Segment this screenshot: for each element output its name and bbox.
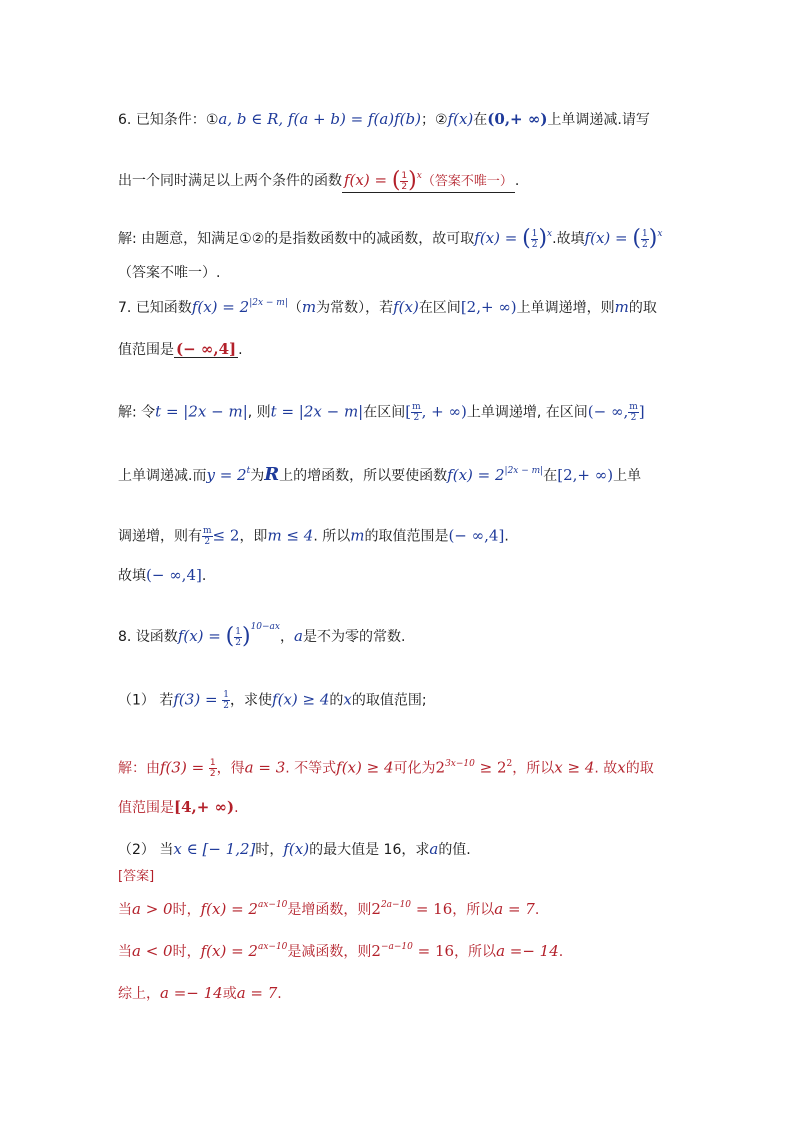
q6-answer-note: （答案不唯一） [421, 174, 513, 189]
q6-sep: ； [421, 112, 435, 128]
q8-sol1-line2 [118, 800, 694, 815]
q7-m-var: m [301, 298, 317, 316]
q7-sol1-frac1 [411, 402, 422, 423]
q7-sol2-interval: [2,+ ∞) [557, 466, 614, 484]
q8-s1-ineq: f(x) ≥ 4 [336, 758, 394, 777]
q6-sol-exp2: x [657, 229, 663, 239]
q8-stem-b: ， [280, 629, 294, 645]
q7-stem-b: （ [287, 300, 302, 316]
q7-sol-line1 [118, 402, 694, 423]
q7-sol3-frac-den: 2 [204, 537, 211, 547]
q7-stem-e: 上单调递增，则 [516, 300, 615, 316]
q8-summary [118, 986, 694, 1001]
q8-p2-c: 的最大值是 16，求 [309, 842, 430, 858]
q8-number: 8. [118, 629, 132, 645]
q7-sol-line2 [118, 466, 694, 484]
q7-sol2-y: y = 2 [206, 466, 247, 484]
q7-fill-end: . [201, 568, 207, 584]
q7-sol3-c: . 所以 [313, 528, 351, 545]
q8-s1-pow-a-exp: 3x−10 [445, 758, 475, 769]
q8-c2-pow: 2 [371, 942, 381, 960]
q7-line2 [118, 342, 694, 358]
q8-c1-d: ，所以 [452, 902, 495, 918]
q8-sum-a: 综上， [118, 986, 160, 1002]
q8-p1-b: ，求使 [230, 692, 273, 709]
q7-stem-a: 已知函数 [135, 300, 192, 316]
q8-part1 [118, 690, 694, 711]
q7-frac1-den: 2 [413, 413, 420, 423]
q8-c2-end: . [558, 944, 564, 960]
q8-c1-cond: a > 0 [132, 900, 173, 918]
q8-s1-pow-b-exp: 2 [506, 758, 513, 769]
q7-interval: [2,+ ∞) [460, 298, 517, 316]
q8-p1-d: 的取值范围; [351, 692, 427, 709]
q6-answer-blank: f(x) = ( $\frac{1}{2}$ )$^x$（答案不唯一） [344, 168, 513, 193]
q7-sol1-b: , 则 [247, 404, 271, 421]
q7-line1 [118, 300, 694, 315]
q7-sol3-end: . [504, 528, 509, 545]
q8-c2-f: f(x) = 2 [200, 942, 258, 960]
q8-p1-ineq: f(x) ≥ 4 [272, 690, 330, 709]
q8-p1-frac-den: 2 [223, 701, 230, 711]
q8-p1-a: 若 [159, 692, 174, 709]
q6-line1 [118, 112, 694, 127]
q8-p1-c: 的 [329, 692, 344, 709]
q8-s1-x: x ≥ 4 [554, 758, 595, 777]
q7-sol-line3 [118, 526, 694, 547]
q7-func: f(x) = 2 [191, 298, 250, 316]
q7-number: 7. [118, 300, 132, 316]
q8-c2-cond: a < 0 [132, 942, 173, 960]
q8-s1-range: [4,+ ∞) [174, 798, 235, 816]
q7-sol2-d: 在 [543, 468, 558, 484]
q6-sol-frac2-den: 2 [641, 239, 648, 250]
q7-sol1-int2-open: (− ∞ [587, 402, 624, 421]
q8-p2-label: （2） [118, 842, 155, 858]
q8-s1-line2: 值范围是 [118, 800, 174, 816]
q8-f3: f(3) = [173, 690, 223, 709]
q7-sol1-int2-close: ] [638, 402, 645, 421]
q7-sol1-d: 上单调递增, 在区间 [466, 404, 588, 421]
q6-solution-fill: 故填 [556, 231, 585, 247]
q8-c1-pow: 2 [371, 900, 381, 918]
q8-c2-res: a =− 14 [496, 942, 559, 960]
q8-part2 [118, 842, 694, 857]
q7-frac1-num: m [412, 402, 421, 412]
q6-answer-lhs: f(x) = [344, 171, 392, 189]
q7-sol2-R: R [264, 464, 280, 485]
q7-sol3-frac [202, 526, 213, 547]
q8-p1-frac-num: 1 [223, 690, 230, 700]
q8-frac-num: 1 [235, 626, 241, 637]
q8-c2-eq: = 16 [412, 942, 455, 960]
q7-m-var2: m [614, 298, 629, 316]
q6-cond2-label: ② [435, 112, 448, 128]
q8-c2-powexp: −a−10 [380, 942, 413, 952]
q8-p1-x: x [343, 690, 352, 709]
q8-c1-c: 是增函数，则 [287, 902, 372, 918]
q6-sol-frac2 [641, 229, 649, 250]
q6-sol-frac1-num: 1 [531, 228, 538, 239]
q7-frac2-num: m [629, 402, 638, 412]
q8-c2-fexp: ax−10 [257, 942, 288, 952]
q8-case2 [118, 944, 694, 959]
q6-number: 6. [118, 112, 132, 128]
q8-s1-a3: a = 3 [244, 758, 286, 777]
q7-sol3-mvar: m [350, 526, 365, 545]
q7-sol3-d: 的取值范围是 [364, 528, 449, 545]
q7-sol2-yexp: t [246, 466, 251, 476]
q7-answer: (− ∞,4] [176, 340, 237, 358]
q8-c1-res: a = 7 [494, 900, 535, 918]
q8-c1-powexp: 2a−10 [380, 900, 412, 910]
q8-s1-xvar: x [617, 758, 626, 777]
q8-s1-f3: f(3) = [160, 758, 209, 777]
q6-sol-frac1-den: 2 [531, 239, 538, 250]
q6-answer-exp: x [416, 171, 422, 181]
q7-sol1-c: 在区间 [363, 404, 406, 421]
q8-s1-pow-a: 2 [435, 758, 446, 777]
q7-sol1-int2-comma: , [623, 402, 629, 421]
q6-sol-exp1: x [547, 229, 553, 239]
q8-s1-a: 解：由 [118, 760, 160, 777]
q7-sol3-a: 调递增，则有 [118, 528, 202, 545]
q8-sum-r2: a = 7 [236, 984, 278, 1002]
q6-line2-end: . [514, 173, 520, 189]
q8-s1-frac-den: 2 [209, 769, 216, 779]
q8-c1-b: 时， [172, 902, 201, 918]
q8-sum-b: 或 [222, 986, 237, 1002]
q8-s1-b: ，得 [216, 760, 245, 777]
q6-sol-f1: f(x) = [474, 229, 523, 247]
q6-answer-frac [400, 171, 408, 192]
q7-line2: 值范围是 [118, 342, 174, 358]
q8-p2-cond: x ∈ [− 1,2] [173, 840, 256, 858]
q8-s1-g: 的取 [625, 760, 654, 777]
q7-sol3-ineq: ≤ 2 [212, 526, 240, 545]
q7-sol1-t: t = |2x − m| [155, 402, 248, 421]
q8-s1-frac [209, 758, 217, 779]
q8-frac-den: 2 [235, 637, 241, 648]
q8-stem-a: 设函数 [135, 629, 178, 645]
q7-sol2-a: 上单调递减.而 [118, 468, 207, 484]
q6-line2 [118, 170, 694, 193]
q8-sum-r1: a =− 14 [160, 984, 223, 1002]
q8-c1-f: f(x) = 2 [200, 900, 258, 918]
q6-cond2-fx: f(x) [447, 110, 474, 128]
q7-sol3-b: ，即 [239, 528, 268, 545]
q6-sol-f2: f(x) = [584, 229, 633, 247]
q7-func-exp: |2x − m| [249, 298, 288, 308]
q8-answer-header: [答案] [118, 869, 155, 884]
q8-sol1-line1 [118, 758, 694, 779]
q8-s1-frac-num: 1 [209, 758, 216, 768]
q6-cond2-text-a: 在 [473, 112, 488, 128]
q6-cond1-math: a, b ∈ R, f(a + b) = f(a)f(b) [218, 110, 421, 128]
q7-fill-a: 故填 [118, 568, 146, 584]
q7-stem-c: 为常数），若 [316, 300, 394, 316]
q8-s1-c: . 不等式 [285, 760, 337, 777]
q7-frac2-den: 2 [630, 413, 637, 423]
q6-solution-prefix: 解: 由题意，知满足①②的是指数函数中的减函数，故可取 [118, 231, 475, 247]
q8-c2-c: 是减函数，则 [287, 944, 372, 960]
q8-c2-b: 时， [172, 944, 201, 960]
q8-s1-end: . [234, 800, 239, 816]
q8-c1-end: . [534, 902, 540, 918]
q6-frac-den: 2 [401, 181, 408, 192]
q8-c2-d: ，所以 [454, 944, 497, 960]
q8-c1-eq: = 16 [411, 900, 453, 918]
q8-p2-a: 当 [159, 842, 174, 858]
q7-sol1-int1-close: , + ∞) [421, 402, 467, 421]
q8-s1-f: . 故 [594, 760, 618, 777]
q7-sol2-c: 上的增函数，所以要使函数 [279, 468, 448, 484]
q7-sol1-a: 解: 令 [118, 404, 156, 421]
q7-line2-end: . [238, 342, 243, 358]
q7-sol3-m: m ≤ 4 [267, 526, 314, 545]
q8-p2-a-var: a [429, 840, 439, 858]
q6-solution: 解: 由题意，知满足①②的是指数函数中的减函数，故可取f(x) = ( $\frac{1}{2}$ )$^x$.故填f(x) = ( $\frac{1}{2}$ )$^x$ [118, 226, 663, 251]
q7-sol2-e: 上单 [613, 468, 642, 484]
q8-p2-d: 的值. [438, 842, 471, 858]
q7-stem-f: 的取 [628, 300, 657, 316]
q8-sum-end: . [277, 986, 282, 1002]
q6-cond2-interval: (0,+ ∞) [487, 110, 548, 128]
q7-stem-d: 在区间 [418, 300, 461, 316]
q7-sol2-func-exp: |2x − m| [504, 466, 544, 476]
q8-c2-a: 当 [118, 944, 132, 960]
q8-s1-ge: ≥ 2 [474, 758, 507, 777]
q8-f-lhs: f(x) = [177, 627, 226, 645]
q8-c1-a: 当 [118, 902, 132, 918]
q7-sol1-int1-open: [ [405, 402, 412, 421]
q8-s1-d: 可化为 [393, 760, 436, 777]
q8-c1-fexp: ax−10 [257, 900, 288, 910]
q6-sol-frac2-num: 1 [641, 228, 648, 239]
q6-cond2-text-b: 上单调递减.请写 [547, 112, 650, 128]
q7-sol2-func: f(x) = 2 [447, 466, 505, 484]
q7-sol3-frac-num: m [203, 526, 212, 536]
q6-frac-num: 1 [401, 170, 408, 181]
q7-sol1-t2: t = |2x − m| [270, 402, 364, 421]
q6-line2-text: 出一个同时满足以上两个条件的函数 [118, 173, 342, 189]
q7-sol2-b: 为 [250, 468, 265, 484]
q8-p1-frac [222, 690, 230, 711]
q7-sol3-ans: (− ∞,4] [448, 526, 505, 545]
q8-s1-e: ，所以 [512, 760, 555, 777]
q7-fill [118, 568, 694, 583]
q8-frac [234, 627, 242, 648]
q8-stem-c: 是不为零的常数. [302, 629, 406, 645]
q6-solution-note: （答案不唯一）. [118, 265, 221, 281]
q7-fill-ans: (− ∞,4] [146, 566, 202, 584]
q8-p2-fx: f(x) [283, 840, 310, 858]
q8-p2-b: 时， [255, 842, 284, 858]
q7-sol1-frac2 [628, 402, 639, 423]
q6-cond1-label: ① [205, 112, 219, 128]
q8-stem: 8. 设函数f(x) = ( $\frac{1}{2}$ )$^{10-ax}$，a是不为零的常数. [118, 622, 406, 649]
q6-stem-prefix: 已知条件： [135, 112, 206, 128]
q7-fx: f(x) [393, 298, 419, 316]
q8-case1 [118, 902, 694, 917]
q8-a-var: a [294, 627, 303, 645]
q8-p1-label: （1） [118, 692, 155, 709]
q8-f-exp: 10−ax [250, 622, 280, 632]
